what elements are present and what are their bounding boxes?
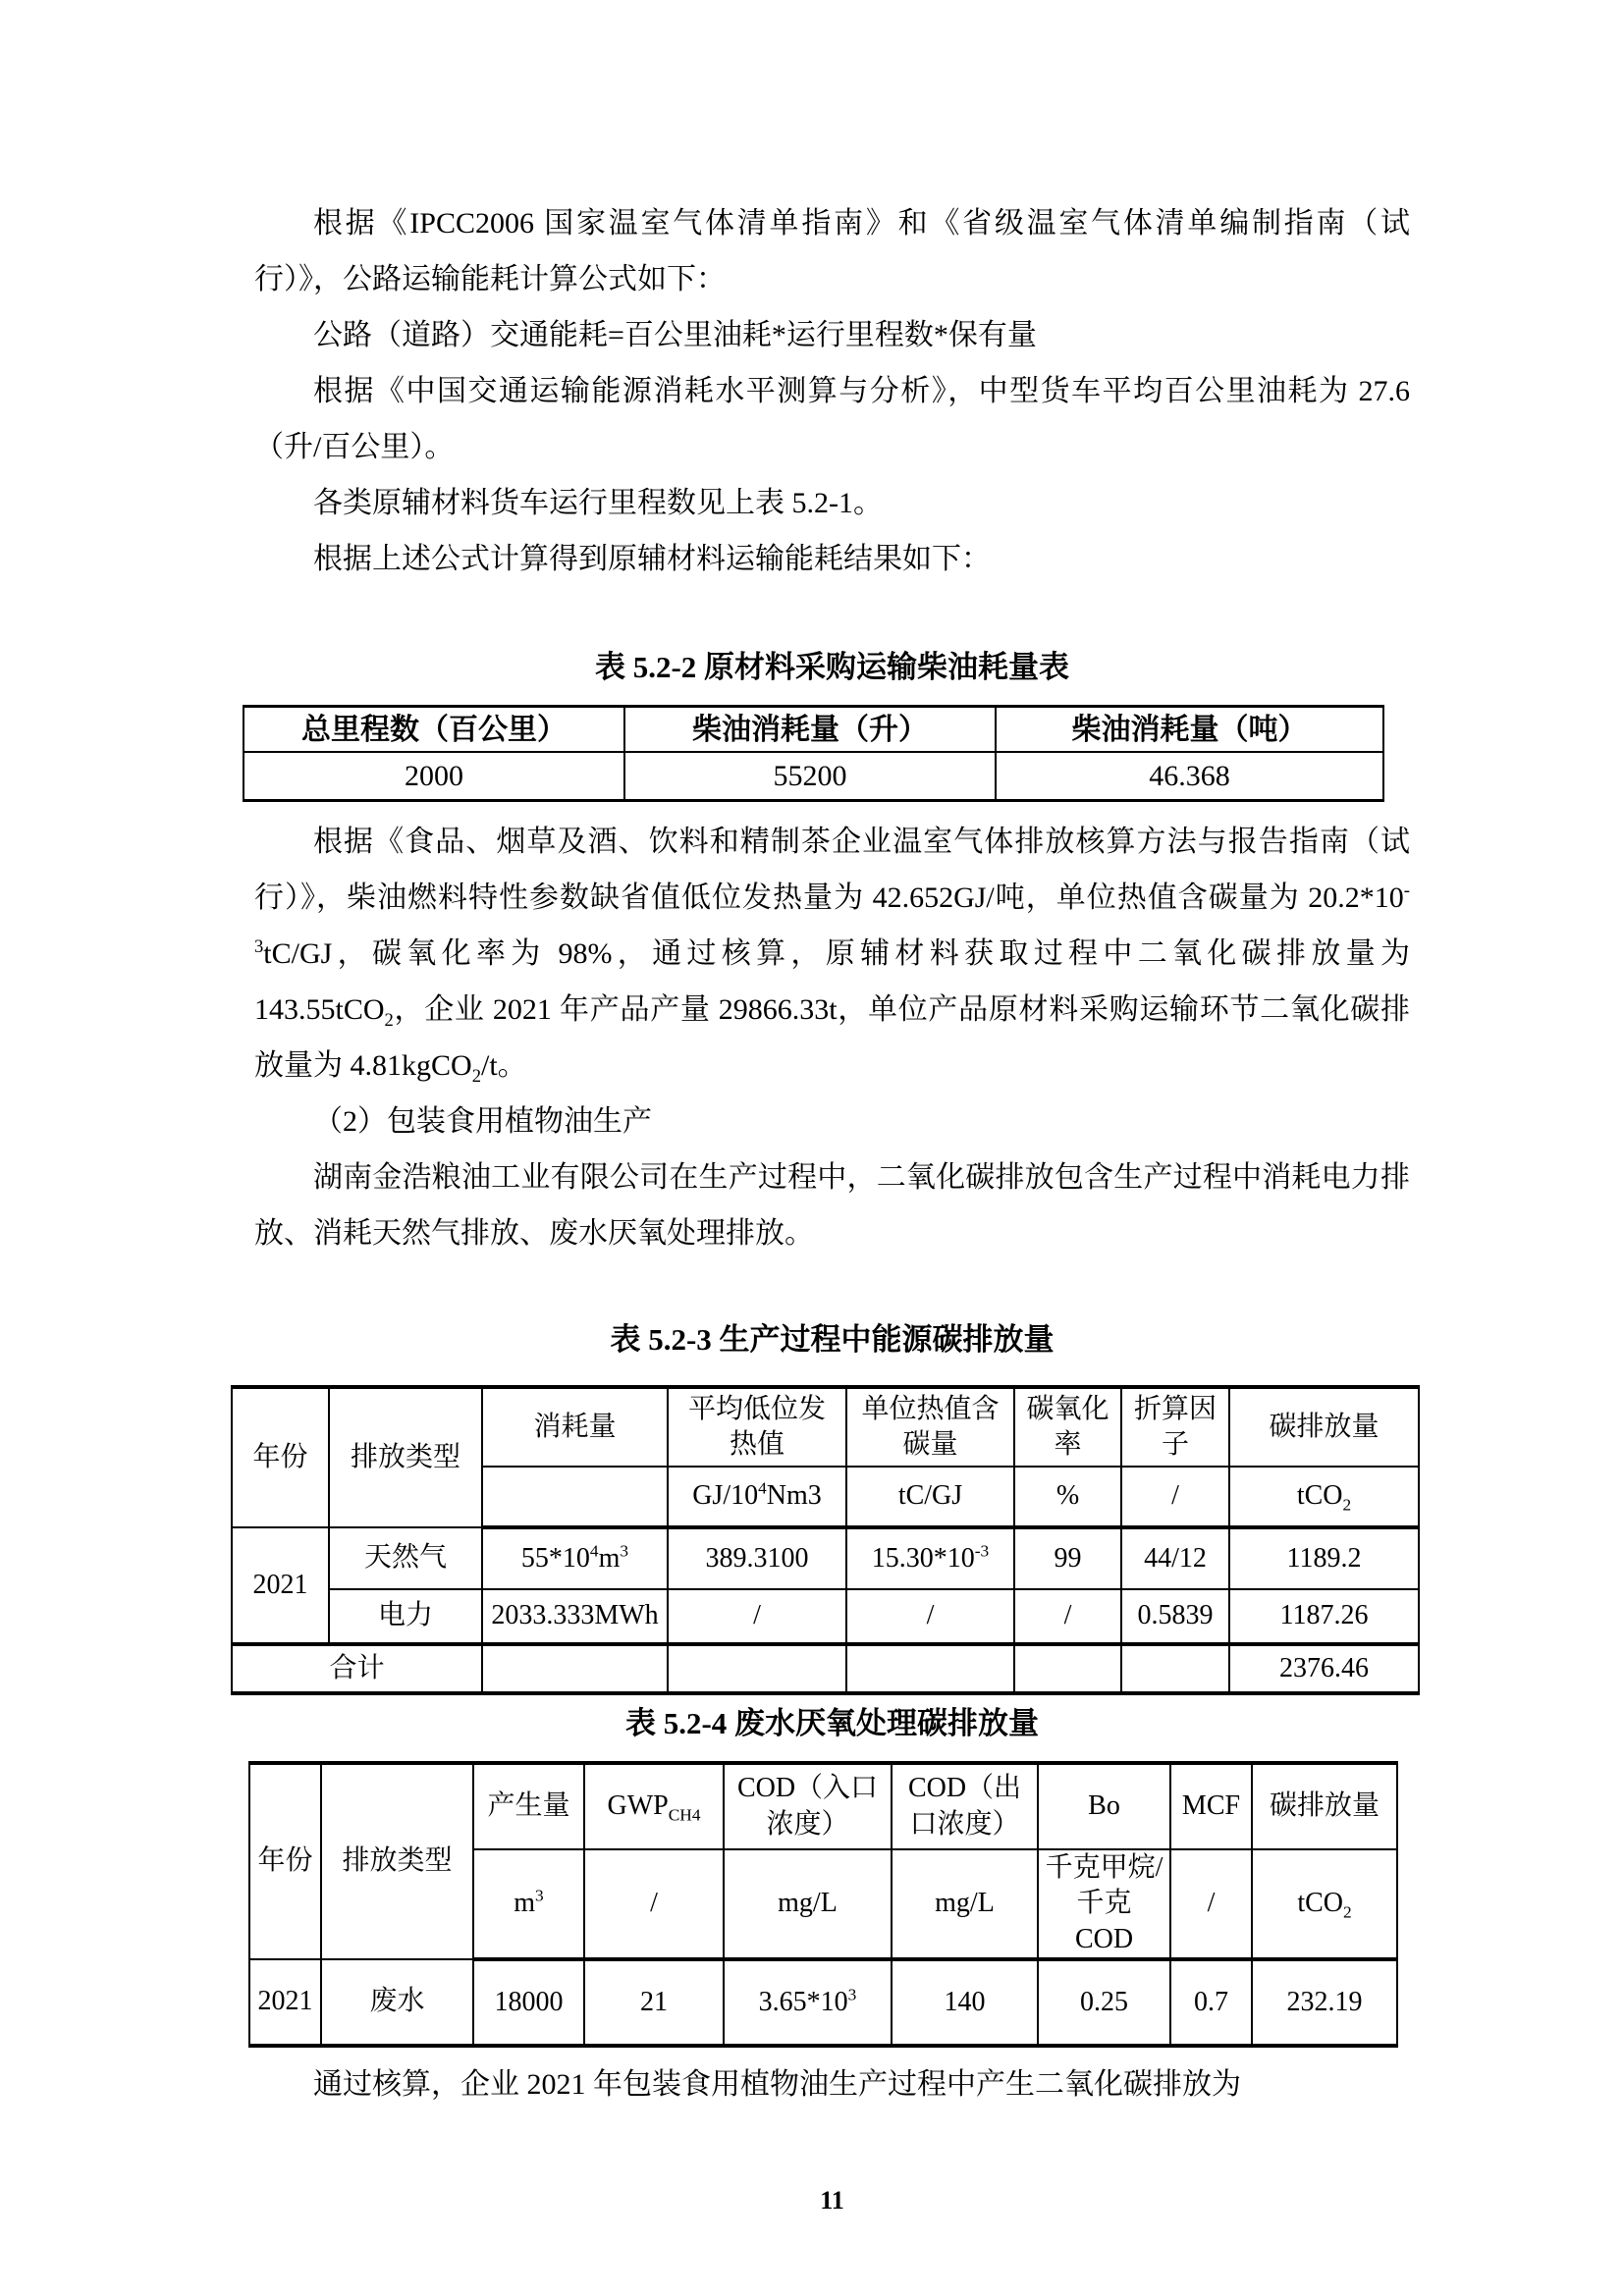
unit-cell-oxidation-rate: % <box>1014 1467 1121 1527</box>
data-cell-cod-outlet: 140 <box>892 1959 1038 2046</box>
table-5-2-2 <box>243 705 1384 802</box>
unit-cell-carbon-emission: tCO$_2$ <box>1229 1467 1419 1527</box>
data-cell-output: 18000 <box>473 1959 584 2046</box>
unit-cell-cod-outlet: mg/L <box>892 1849 1038 1959</box>
header-cell-bo: Bo <box>1038 1763 1170 1849</box>
unit-cell-carbon-emission: tCO$_2$ <box>1252 1849 1397 1959</box>
paragraph-ipcc-intro: 根据《IPCC2006 国家温室气体清单指南》和《省级温室气体清单编制指南（试行）》，公路运输能耗计算公式如下： <box>254 207 1410 295</box>
data-cell-oxidation-rate: / <box>1014 1589 1121 1644</box>
table-row-wastewater <box>249 1959 1397 2046</box>
table-5-2-4 <box>248 1761 1398 2048</box>
table-5-2-3 <box>231 1385 1420 1695</box>
data-cell-total-mileage: 2000 <box>243 752 624 801</box>
unit-cell-heating-value: $GJ/10^4Nm3$ <box>668 1467 846 1527</box>
body-text-middle <box>254 814 1410 1261</box>
data-cell-type: 天然气 <box>329 1527 482 1589</box>
header-cell-total-mileage: 总里程数（百公里） <box>243 707 624 753</box>
table-row <box>243 707 1383 753</box>
header-cell-diesel-tons: 柴油消耗量（吨） <box>996 707 1383 753</box>
unit-cell-bo: 千克甲烷/千克 COD <box>1038 1849 1170 1959</box>
table-row-electricity <box>232 1589 1419 1644</box>
header-cell-heating-value: 平均低位发热值 <box>668 1387 846 1467</box>
header-cell-mcf: MCF <box>1170 1763 1252 1849</box>
data-cell-type: 电力 <box>329 1589 482 1644</box>
header-cell-consumption: 消耗量 <box>482 1387 668 1467</box>
empty-cell <box>1014 1644 1121 1693</box>
header-cell-carbon-content: 单位热值含碳量 <box>846 1387 1014 1467</box>
table-row-total <box>232 1644 1419 1693</box>
paragraph-result-intro: 根据上述公式计算得到原辅材料运输能耗结果如下： <box>313 543 991 575</box>
unit-cell-conversion-factor: / <box>1121 1467 1229 1527</box>
unit-cell-empty <box>482 1467 668 1527</box>
header-cell-cod-outlet: COD（出口浓度） <box>892 1763 1038 1849</box>
paragraph-diesel-accounting: 根据《食品、烟草及酒、饮料和精制茶企业温室气体排放核算方法与报告指南（试行）》，柴油燃料特性参数缺省值低位发热量为 42.652GJ/吨，单位热值含碳量为 $20.2*10^{-3}tC/GJ$，碳氧化率为 98%，通过核算，原辅材料获取过程中二氧化碳排放量为 143.55tCO$_2$，企业 2021 年产品产量 29866.33t，单位产品原材料采购运输环节二氧化碳排放量为 4.81kgCO$_2$/t。 <box>254 826 1410 1087</box>
paragraph-conclusion: 通过核算，企业 2021 年包装食用植物油生产过程中产生二氧化碳排放为 <box>313 2068 1241 2102</box>
unit-cell-carbon-content: tC/GJ <box>846 1467 1014 1527</box>
data-cell-consumption: $55*10^4m^3$ <box>482 1527 668 1589</box>
data-cell-carbon-emission: 1189.2 <box>1229 1527 1419 1589</box>
data-cell-carbon-emission: 1187.26 <box>1229 1589 1419 1644</box>
paragraph-section-2-heading: （2）包装食用植物油生产 <box>313 1105 652 1138</box>
table-5-2-4-title: 表 5.2-4 废水厌氧处理碳排放量 <box>624 1706 1040 1740</box>
paragraph-fuel-rate: 根据《中国交通运输能源消耗水平测算与分析》，中型货车平均百公里油耗为 27.6（升/百公里）。 <box>254 375 1410 463</box>
data-cell-gwp: 21 <box>584 1959 724 2046</box>
data-cell-carbon-content: / <box>846 1589 1014 1644</box>
data-cell-mcf: 0.7 <box>1170 1959 1252 2046</box>
table-row <box>232 1387 1419 1467</box>
empty-cell <box>482 1644 668 1693</box>
table-row <box>249 1763 1397 1849</box>
unit-cell-mcf: / <box>1170 1849 1252 1959</box>
data-cell-carbon-content: $15.30*10^{-3}$ <box>846 1527 1014 1589</box>
header-cell-output: 产生量 <box>473 1763 584 1849</box>
data-cell-heating-value: 389.3100 <box>668 1527 846 1589</box>
header-cell-oxidation-rate: 碳氧化率 <box>1014 1387 1121 1467</box>
data-cell-year: 2021 <box>232 1527 329 1644</box>
table-row <box>243 752 1383 801</box>
header-cell-year: 年份 <box>232 1387 329 1527</box>
header-cell-emission-type: 排放类型 <box>329 1387 482 1527</box>
header-cell-carbon-emission: 碳排放量 <box>1229 1387 1419 1467</box>
table-5-2-3-title: 表 5.2-3 生产过程中能源碳排放量 <box>610 1322 1055 1357</box>
data-cell-oxidation-rate: 99 <box>1014 1527 1121 1589</box>
empty-cell <box>668 1644 846 1693</box>
paragraph-formula: 公路（道路）交通能耗=百公里油耗*运行里程数*保有量 <box>313 319 1037 351</box>
header-cell-diesel-liters: 柴油消耗量（升） <box>624 707 996 753</box>
header-cell-carbon-emission: 碳排放量 <box>1252 1763 1397 1849</box>
table-row-natural-gas <box>232 1527 1419 1589</box>
header-cell-gwp: $GWP_{CH4}$ <box>584 1763 724 1849</box>
unit-cell-cod-inlet: mg/L <box>724 1849 892 1959</box>
header-cell-emission-type: 排放类型 <box>321 1763 473 1959</box>
unit-cell-gwp: / <box>584 1849 724 1959</box>
header-cell-conversion-factor: 折算因子 <box>1121 1387 1229 1467</box>
data-cell-diesel-tons: 46.368 <box>996 752 1383 801</box>
unit-cell-output: $m^3$ <box>473 1849 584 1959</box>
data-cell-carbon-emission: 232.19 <box>1252 1959 1397 2046</box>
data-cell-conversion-factor: 0.5839 <box>1121 1589 1229 1644</box>
total-emission-cell: 2376.46 <box>1229 1644 1419 1693</box>
data-cell-type: 废水 <box>321 1959 473 2046</box>
total-label-cell: 合计 <box>232 1644 482 1693</box>
data-cell-heating-value: / <box>668 1589 846 1644</box>
body-text-bottom <box>254 2056 1410 2112</box>
body-text-top <box>254 195 1410 587</box>
empty-cell <box>846 1644 1014 1693</box>
data-cell-conversion-factor: 44/12 <box>1121 1527 1229 1589</box>
data-cell-diesel-liters: 55200 <box>624 752 996 801</box>
paragraph-mileage-ref: 各类原辅材料货车运行里程数见上表 5.2-1。 <box>313 487 883 519</box>
data-cell-consumption: 2033.333MWh <box>482 1589 668 1644</box>
data-cell-year: 2021 <box>249 1959 321 2046</box>
empty-cell <box>1121 1644 1229 1693</box>
header-cell-year: 年份 <box>249 1763 321 1959</box>
data-cell-bo: 0.25 <box>1038 1959 1170 2046</box>
header-cell-cod-inlet: COD（入口浓度） <box>724 1763 892 1849</box>
table-5-2-2-title: 表 5.2-2 原材料采购运输柴油耗量表 <box>594 650 1070 684</box>
paragraph-company-process: 湖南金浩粮油工业有限公司在生产过程中，二氧化碳排放包含生产过程中消耗电力排放、消耗天然气排放、废水厌氧处理排放。 <box>254 1161 1410 1250</box>
page-number: 11 <box>820 2186 844 2216</box>
data-cell-cod-inlet: $3.65*10^3$ <box>724 1959 892 2046</box>
